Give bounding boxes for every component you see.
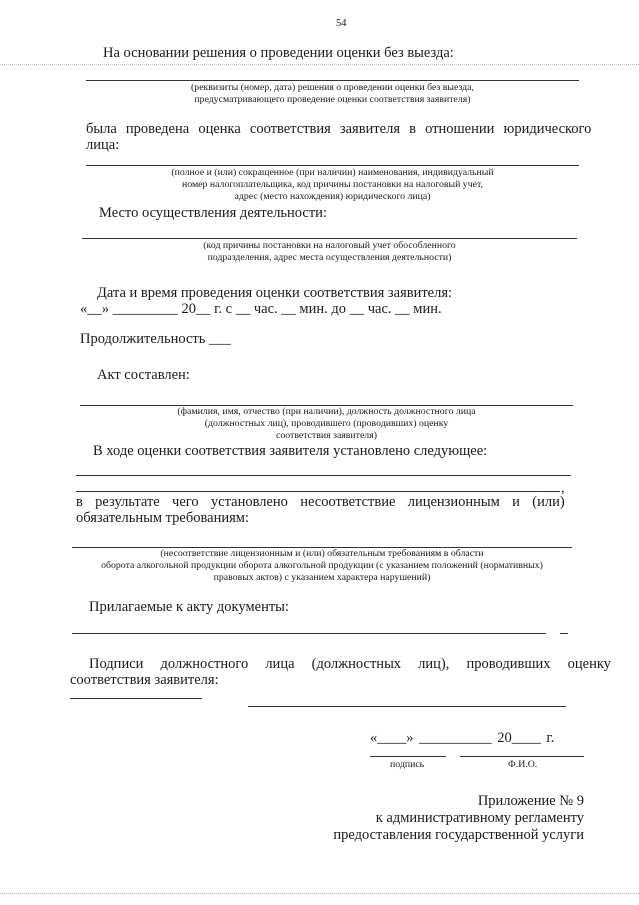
entity-caption-3: адрес (место нахождения) юридического лица): [234, 191, 431, 202]
noncompliance-caption-1: (несоответствие лицензионным и (или) обязательным требованиям в области: [160, 548, 484, 559]
sign-date-line: «____» __________ 20____ г.: [370, 730, 555, 746]
findings-fill-line-1: [76, 475, 571, 476]
entity-caption-2: номер налогоплательщика, код причины постановки на налоговый учет,: [182, 179, 483, 190]
signatures-text-1: Подписи должностного лица (должностных лиц), проводивших оценку: [89, 656, 611, 672]
scan-artifact-line: [0, 893, 639, 894]
result-text-1: в результате чего установлено несоответствие лицензионным и (или): [76, 494, 565, 510]
scan-artifact-line: [0, 64, 639, 65]
result-text-2: обязательным требованиям:: [76, 510, 249, 526]
findings-comma: ,: [561, 480, 565, 496]
noncompliance-caption-3: правовых актов) с указанием характера нарушений): [213, 572, 431, 583]
fio-label: Ф.И.О.: [508, 759, 538, 770]
appendix-subtitle-1: к административному регламенту: [375, 810, 584, 826]
basis-caption-1: (реквизиты (номер, дата) решения о проведении оценки без выезда,: [191, 82, 474, 93]
attachments-fill-line-tail: [560, 633, 568, 634]
place-caption-1: (код причины постановки на налоговый учет обособленного: [203, 240, 456, 251]
act-heading: Акт составлен:: [97, 367, 190, 383]
entity-fill-line: [86, 165, 579, 166]
findings-fill-line-2: [76, 491, 560, 492]
place-heading: Место осуществления деятельности:: [99, 205, 327, 221]
act-caption-1: (фамилия, имя, отчество (при наличии), должность должностного лица: [177, 406, 476, 417]
sign-label: подпись: [390, 759, 425, 770]
act-caption-2: (должностных лиц), проводившего (проводивших) оценку: [204, 418, 449, 429]
appendix-title: Приложение № 9: [477, 793, 584, 809]
sign-fill-line: [370, 756, 446, 757]
conducted-text-1: была проведена оценка соответствия заявителя в отношении юридического: [86, 121, 592, 137]
page-number: 54: [336, 18, 347, 29]
fio-fill-line: [460, 756, 584, 757]
conducted-text-2: лица:: [86, 137, 120, 153]
noncompliance-caption-2: оборота алкогольной продукции оборота алкогольной продукции (с указанием положений (нормативных): [101, 560, 543, 571]
basis-caption-2: предусматривающего проведение оценки соответствия заявителя): [194, 94, 471, 105]
duration-line: Продолжительность ___: [80, 331, 231, 347]
datetime-heading: Дата и время проведения оценки соответствия заявителя:: [97, 285, 453, 301]
signature-fill-line-2: [248, 706, 566, 707]
entity-caption-1: (полное и (или) сокращенное (при наличии) наименования, индивидуальный: [171, 167, 494, 178]
appendix-subtitle-2: предоставления государственной услуги: [333, 827, 584, 843]
act-caption-3: соответствия заявителя): [276, 430, 377, 441]
basis-heading: На основании решения о проведении оценки без выезда:: [103, 45, 454, 61]
datetime-line: «__» _________ 20__ г. с __ час. __ мин. до __ час. __ мин.: [80, 301, 442, 317]
attachments-fill-line: [72, 633, 546, 634]
place-caption-2: подразделения, адрес места осуществления деятельности): [207, 252, 452, 263]
attachments-heading: Прилагаемые к акту документы:: [89, 599, 289, 615]
findings-heading: В ходе оценки соответствия заявителя установлено следующее:: [93, 443, 488, 459]
signatures-text-2: соответствия заявителя:: [70, 672, 219, 688]
basis-fill-line: [86, 80, 579, 81]
place-fill-line: [82, 238, 577, 239]
signature-fill-line-1: [70, 698, 202, 699]
